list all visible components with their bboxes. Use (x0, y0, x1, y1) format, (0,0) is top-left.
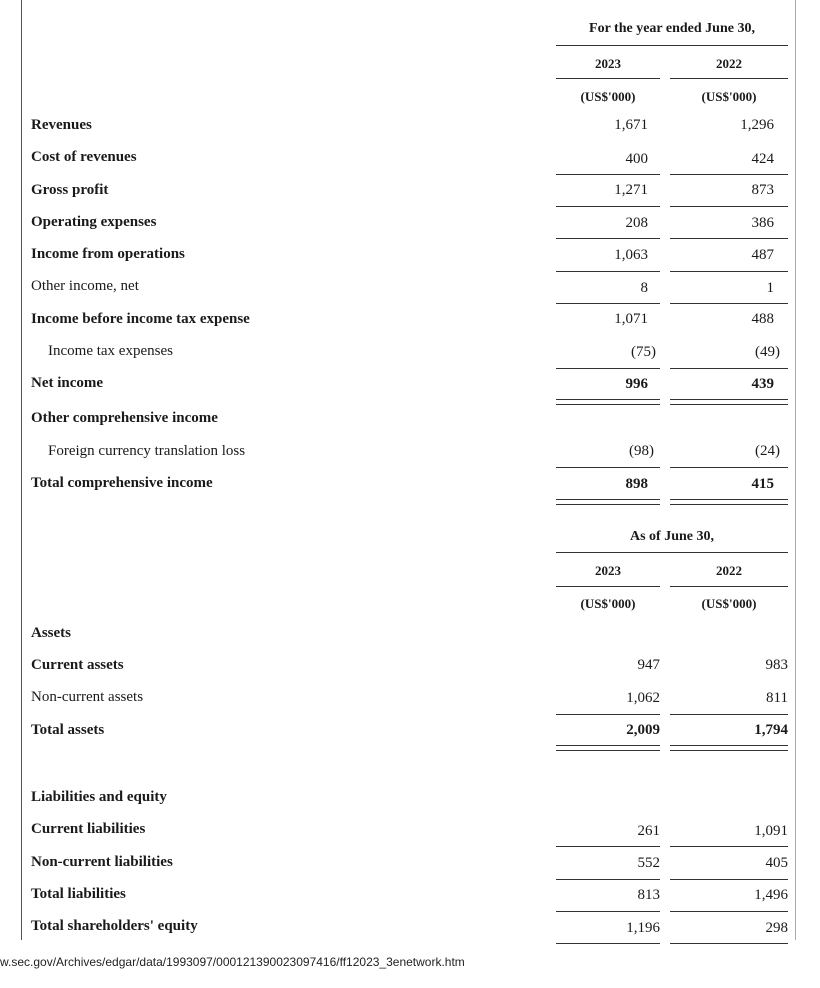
rule (670, 467, 788, 468)
rule (556, 911, 660, 912)
income-unit-2022: (US$'000) (701, 89, 757, 104)
rule (670, 206, 788, 207)
balance-year-2023: 2023 (595, 563, 621, 578)
value-2022: 405 (765, 855, 788, 871)
row-label: Total assets (31, 722, 105, 738)
rule (670, 911, 788, 912)
rule (556, 45, 788, 46)
row-label: Non-current liabilities (31, 854, 173, 870)
value-2023: 898 (625, 476, 648, 492)
row-label: Gross profit (31, 182, 109, 198)
value-2022: 298 (765, 920, 788, 936)
value-2023: 261 (637, 823, 660, 839)
value-2023: 400 (625, 151, 648, 167)
rule (556, 238, 660, 239)
double-rule (670, 745, 788, 751)
row-label: Net income (31, 375, 104, 391)
section-label: Assets (31, 625, 71, 641)
row-label: Income before income tax expense (31, 311, 250, 327)
value-2022: 415 (751, 476, 774, 492)
value-2022: (24) (755, 443, 780, 459)
rule (670, 368, 788, 369)
rule (670, 879, 788, 880)
rule (670, 303, 788, 304)
rule (556, 271, 660, 272)
value-2023: 813 (637, 887, 660, 903)
rule (556, 846, 660, 847)
value-2022: 873 (751, 182, 774, 198)
value-2023: 8 (640, 280, 648, 296)
double-rule (670, 499, 788, 505)
rule (556, 78, 660, 79)
row-label: Current liabilities (31, 821, 146, 837)
row-label: Cost of revenues (31, 149, 137, 165)
value-2023: (75) (631, 344, 656, 360)
value-2022: 811 (766, 690, 788, 706)
rule (556, 368, 660, 369)
value-2022: 488 (751, 311, 774, 327)
double-rule (556, 745, 660, 751)
double-rule (556, 499, 660, 505)
value-2023: 208 (625, 215, 648, 231)
value-2022: 424 (751, 151, 774, 167)
row-label: Foreign currency translation loss (48, 443, 246, 459)
income-unit-2023: (US$'000) (580, 89, 636, 104)
rule (670, 174, 788, 175)
row-label: Other comprehensive income (31, 410, 218, 426)
balance-period-header: As of June 30, (629, 529, 714, 544)
double-rule (556, 399, 660, 405)
left-border (21, 0, 22, 940)
value-2023: 2,009 (626, 722, 660, 738)
value-2022: 487 (751, 247, 774, 263)
value-2023: 947 (637, 657, 660, 673)
value-2022: 1,794 (754, 722, 788, 738)
rule (556, 552, 788, 553)
rule (670, 78, 788, 79)
value-2023: 1,271 (614, 182, 648, 198)
value-2022: 386 (751, 215, 774, 231)
value-2022: 1,091 (754, 823, 788, 839)
double-rule (670, 399, 788, 405)
value-2022: (49) (755, 344, 780, 360)
row-label: Non-current assets (31, 689, 144, 705)
income-year-2022: 2022 (716, 56, 742, 71)
rule (556, 879, 660, 880)
rule (556, 943, 660, 944)
value-2023: 552 (637, 855, 660, 871)
row-label: Income from operations (31, 246, 185, 262)
rule (670, 943, 788, 944)
value-2023: 1,063 (614, 247, 648, 263)
value-2022: 983 (765, 657, 788, 673)
row-label: Total shareholders' equity (31, 918, 198, 934)
rule (556, 714, 660, 715)
value-2023: 1,071 (614, 311, 648, 327)
value-2022: 1,296 (740, 117, 774, 133)
section-label: Liabilities and equity (31, 789, 167, 805)
value-2022: 439 (751, 376, 774, 392)
row-label: Total comprehensive income (31, 475, 213, 491)
value-2022: 1,496 (754, 887, 788, 903)
row-label: Total liabilities (31, 886, 126, 902)
rule (556, 586, 660, 587)
row-label: Revenues (31, 117, 92, 133)
value-2023: 1,062 (626, 690, 660, 706)
value-2023: (98) (629, 443, 654, 459)
rule (556, 303, 660, 304)
rule (670, 846, 788, 847)
rule (556, 174, 660, 175)
row-label: Income tax expenses (48, 343, 173, 359)
value-2022: 1 (766, 280, 774, 296)
rule (556, 206, 660, 207)
row-label: Current assets (31, 657, 124, 673)
balance-year-2022: 2022 (716, 563, 742, 578)
page-url[interactable]: w.sec.gov/Archives/edgar/data/1993097/000121390023097416/ff12023_3enetwork.htm (0, 955, 465, 969)
rule (556, 467, 660, 468)
value-2023: 1,671 (614, 117, 648, 133)
rule (670, 271, 788, 272)
balance-unit-2023: (US$'000) (580, 596, 636, 611)
row-label: Other income, net (31, 278, 139, 294)
rule (670, 238, 788, 239)
rule (670, 586, 788, 587)
balance-unit-2022: (US$'000) (701, 596, 757, 611)
income-period-header: For the year ended June 30, (589, 21, 755, 36)
right-border (795, 0, 796, 940)
rule (670, 714, 788, 715)
income-year-2023: 2023 (595, 56, 621, 71)
value-2023: 1,196 (626, 920, 660, 936)
row-label: Operating expenses (31, 214, 157, 230)
value-2023: 996 (625, 376, 648, 392)
